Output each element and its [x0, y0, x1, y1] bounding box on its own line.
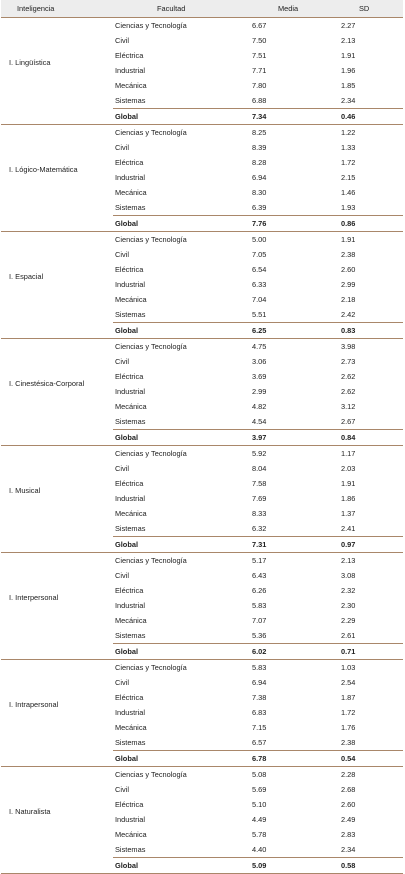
sd-cell: 2.38 [341, 249, 356, 259]
table-row [1, 17, 403, 33]
global-row [1, 857, 403, 873]
table-row [1, 766, 403, 782]
sd-cell: 2.60 [341, 264, 356, 274]
sd-cell: 2.18 [341, 294, 356, 304]
sd-cell: 2.38 [341, 737, 356, 747]
media-cell: 6.94 [252, 677, 267, 687]
facultad-cell: Eléctrica [115, 692, 144, 702]
intelligence-name: I. Espacial [9, 272, 44, 282]
media-cell: 2.99 [252, 386, 267, 396]
media-cell: 6.57 [252, 737, 267, 747]
global-label: Global [113, 215, 250, 231]
facultad-cell: Mecánica [115, 508, 147, 518]
media-cell: 5.92 [252, 448, 267, 458]
facultad-cell: Ciencias y Tecnología [115, 662, 187, 672]
media-cell: 7.05 [252, 249, 267, 259]
facultad-cell: Civil [115, 677, 129, 687]
global-row [1, 536, 403, 552]
facultad-cell: Sistemas [115, 737, 146, 747]
sd-cell: 1.96 [341, 65, 356, 75]
sd-cell: 1.22 [341, 127, 356, 137]
facultad-cell: Sistemas [115, 523, 146, 533]
media-cell: 6.54 [252, 264, 267, 274]
media-cell: 8.04 [252, 463, 267, 473]
sd-cell: 3.12 [341, 401, 356, 411]
facultad-cell: Mecánica [115, 294, 147, 304]
sd-cell: 2.60 [341, 799, 356, 809]
facultad-cell: Sistemas [115, 630, 146, 640]
facultad-cell: Ciencias y Tecnología [115, 448, 187, 458]
media-cell: 5.17 [252, 555, 267, 565]
sd-cell: 2.61 [341, 630, 356, 640]
global-sd-cell: 0.71 [339, 643, 403, 659]
table-row [1, 124, 403, 140]
global-spacer-cell [1, 643, 113, 659]
media-cell: 8.30 [252, 187, 267, 197]
media-cell: 4.40 [252, 844, 267, 854]
table-row [1, 445, 403, 461]
media-cell: 7.69 [252, 493, 267, 503]
global-spacer-cell [1, 536, 113, 552]
media-cell: 7.51 [252, 50, 267, 60]
facultad-cell: Industrial [115, 386, 145, 396]
media-cell: 7.07 [252, 615, 267, 625]
media-cell: 5.69 [252, 784, 267, 794]
global-spacer-cell [1, 429, 113, 445]
global-spacer-cell [1, 215, 113, 231]
facultad-cell: Sistemas [115, 844, 146, 854]
global-row [1, 108, 403, 124]
media-cell: 5.00 [252, 234, 267, 244]
sd-cell: 2.28 [341, 769, 356, 779]
table-row [1, 338, 403, 354]
header-sd: SD [339, 0, 403, 17]
global-label: Global [113, 108, 250, 124]
global-spacer-cell [1, 108, 113, 124]
facultad-cell: Industrial [115, 600, 145, 610]
sd-cell: 1.17 [341, 448, 356, 458]
media-cell: 8.28 [252, 157, 267, 167]
intelligence-name: I. Musical [9, 486, 41, 496]
sd-cell: 1.76 [341, 722, 356, 732]
table-body [1, 17, 403, 873]
global-media-cell: 5.09 [250, 857, 339, 873]
media-cell: 6.33 [252, 279, 267, 289]
media-cell: 8.39 [252, 142, 267, 152]
media-cell: 7.04 [252, 294, 267, 304]
table-row [1, 231, 403, 247]
media-cell: 5.83 [252, 600, 267, 610]
media-cell: 5.36 [252, 630, 267, 640]
sd-cell: 2.13 [341, 555, 356, 565]
global-sd-cell: 0.97 [339, 536, 403, 552]
global-label: Global [113, 750, 250, 766]
sd-cell: 1.46 [341, 187, 356, 197]
media-cell: 3.06 [252, 356, 267, 366]
intelligence-name: I. Interpersonal [9, 593, 59, 603]
sd-cell: 2.73 [341, 356, 356, 366]
facultad-cell: Sistemas [115, 416, 146, 426]
media-cell: 7.71 [252, 65, 267, 75]
sd-cell: 2.34 [341, 95, 356, 105]
sd-cell: 1.86 [341, 493, 356, 503]
sd-cell: 2.15 [341, 172, 356, 182]
global-sd-cell: 0.83 [339, 322, 403, 338]
facultad-cell: Ciencias y Tecnología [115, 234, 187, 244]
sd-cell: 2.62 [341, 371, 356, 381]
global-label: Global [113, 643, 250, 659]
facultad-cell: Eléctrica [115, 585, 144, 595]
sd-cell: 1.33 [341, 142, 356, 152]
global-row [1, 215, 403, 231]
header-media: Media [250, 0, 339, 17]
sd-cell: 1.72 [341, 707, 356, 717]
media-cell: 5.78 [252, 829, 267, 839]
global-row [1, 429, 403, 445]
sd-cell: 1.91 [341, 50, 356, 60]
media-cell: 7.58 [252, 478, 267, 488]
facultad-cell: Mecánica [115, 722, 147, 732]
media-cell: 5.51 [252, 309, 267, 319]
media-cell: 6.67 [252, 20, 267, 30]
global-row [1, 643, 403, 659]
facultad-cell: Industrial [115, 172, 145, 182]
media-cell: 8.25 [252, 127, 267, 137]
media-cell: 4.54 [252, 416, 267, 426]
intelligence-name: I. Naturalista [9, 807, 51, 817]
sd-cell: 2.34 [341, 844, 356, 854]
global-spacer-cell [1, 322, 113, 338]
media-cell: 6.39 [252, 202, 267, 212]
sd-cell: 3.08 [341, 570, 356, 580]
media-cell: 7.38 [252, 692, 267, 702]
results-table [1, 0, 403, 874]
global-sd-cell: 0.86 [339, 215, 403, 231]
sd-cell: 1.91 [341, 234, 356, 244]
table-row [1, 552, 403, 568]
facultad-cell: Civil [115, 142, 129, 152]
facultad-cell: Eléctrica [115, 50, 144, 60]
global-row [1, 750, 403, 766]
media-cell: 5.83 [252, 662, 267, 672]
global-label: Global [113, 429, 250, 445]
global-media-cell: 7.76 [250, 215, 339, 231]
header-inteligencia: Inteligencia [1, 0, 113, 17]
sd-cell: 3.98 [341, 341, 356, 351]
global-row [1, 322, 403, 338]
facultad-cell: Ciencias y Tecnología [115, 20, 187, 30]
facultad-cell: Sistemas [115, 309, 146, 319]
sd-cell: 2.68 [341, 784, 356, 794]
sd-cell: 1.37 [341, 508, 356, 518]
media-cell: 6.83 [252, 707, 267, 717]
header-facultad: Facultad [113, 0, 250, 17]
global-spacer-cell [1, 857, 113, 873]
media-cell: 6.94 [252, 172, 267, 182]
header-row [1, 0, 403, 17]
facultad-cell: Ciencias y Tecnología [115, 555, 187, 565]
table-row [1, 659, 403, 675]
global-media-cell: 7.34 [250, 108, 339, 124]
global-sd-cell: 0.46 [339, 108, 403, 124]
facultad-cell: Eléctrica [115, 264, 144, 274]
media-cell: 7.80 [252, 80, 267, 90]
global-media-cell: 7.31 [250, 536, 339, 552]
sd-cell: 2.49 [341, 814, 356, 824]
facultad-cell: Sistemas [115, 202, 146, 212]
facultad-cell: Mecánica [115, 187, 147, 197]
media-cell: 7.50 [252, 35, 267, 45]
facultad-cell: Mecánica [115, 615, 147, 625]
facultad-cell: Eléctrica [115, 371, 144, 381]
sd-cell: 2.54 [341, 677, 356, 687]
media-cell: 5.10 [252, 799, 267, 809]
global-label: Global [113, 857, 250, 873]
sd-cell: 1.03 [341, 662, 356, 672]
facultad-cell: Civil [115, 356, 129, 366]
sd-cell: 1.87 [341, 692, 356, 702]
facultad-cell: Civil [115, 784, 129, 794]
facultad-cell: Mecánica [115, 401, 147, 411]
global-media-cell: 6.25 [250, 322, 339, 338]
sd-cell: 2.67 [341, 416, 356, 426]
sd-cell: 2.13 [341, 35, 356, 45]
facultad-cell: Ciencias y Tecnología [115, 341, 187, 351]
sd-cell: 2.32 [341, 585, 356, 595]
global-label: Global [113, 536, 250, 552]
media-cell: 7.15 [252, 722, 267, 732]
media-cell: 6.88 [252, 95, 267, 105]
facultad-cell: Sistemas [115, 95, 146, 105]
facultad-cell: Mecánica [115, 829, 147, 839]
facultad-cell: Ciencias y Tecnología [115, 769, 187, 779]
sd-cell: 1.85 [341, 80, 356, 90]
sd-cell: 2.42 [341, 309, 356, 319]
media-cell: 4.82 [252, 401, 267, 411]
global-media-cell: 6.78 [250, 750, 339, 766]
global-media-cell: 6.02 [250, 643, 339, 659]
table-header [1, 0, 403, 17]
sd-cell: 2.29 [341, 615, 356, 625]
intelligence-name: I. Lingüística [9, 58, 51, 68]
facultad-cell: Eléctrica [115, 157, 144, 167]
global-sd-cell: 0.58 [339, 857, 403, 873]
sd-cell: 2.99 [341, 279, 356, 289]
facultad-cell: Industrial [115, 707, 145, 717]
media-cell: 4.49 [252, 814, 267, 824]
intelligence-name: I. Intrapersonal [9, 700, 59, 710]
global-sd-cell: 0.84 [339, 429, 403, 445]
facultad-cell: Eléctrica [115, 799, 144, 809]
sd-cell: 1.72 [341, 157, 356, 167]
facultad-cell: Mecánica [115, 80, 147, 90]
facultad-cell: Civil [115, 249, 129, 259]
intelligence-name: I. Cinestésica-Corporal [9, 379, 85, 389]
sd-cell: 2.03 [341, 463, 356, 473]
media-cell: 6.43 [252, 570, 267, 580]
global-label: Global [113, 322, 250, 338]
facultad-cell: Civil [115, 463, 129, 473]
sd-cell: 2.41 [341, 523, 356, 533]
media-cell: 6.32 [252, 523, 267, 533]
facultad-cell: Industrial [115, 65, 145, 75]
media-cell: 5.08 [252, 769, 267, 779]
facultad-cell: Industrial [115, 814, 145, 824]
facultad-cell: Ciencias y Tecnología [115, 127, 187, 137]
global-sd-cell: 0.54 [339, 750, 403, 766]
facultad-cell: Industrial [115, 279, 145, 289]
global-media-cell: 3.97 [250, 429, 339, 445]
sd-cell: 2.83 [341, 829, 356, 839]
media-cell: 3.69 [252, 371, 267, 381]
sd-cell: 2.30 [341, 600, 356, 610]
facultad-cell: Industrial [115, 493, 145, 503]
facultad-cell: Civil [115, 35, 129, 45]
sd-cell: 1.93 [341, 202, 356, 212]
media-cell: 6.26 [252, 585, 267, 595]
facultad-cell: Eléctrica [115, 478, 144, 488]
sd-cell: 1.91 [341, 478, 356, 488]
sd-cell: 2.62 [341, 386, 356, 396]
sd-cell: 2.27 [341, 20, 356, 30]
intelligence-name: I. Lógico-Matemática [9, 165, 78, 175]
facultad-cell: Civil [115, 570, 129, 580]
global-spacer-cell [1, 750, 113, 766]
media-cell: 4.75 [252, 341, 267, 351]
media-cell: 8.33 [252, 508, 267, 518]
